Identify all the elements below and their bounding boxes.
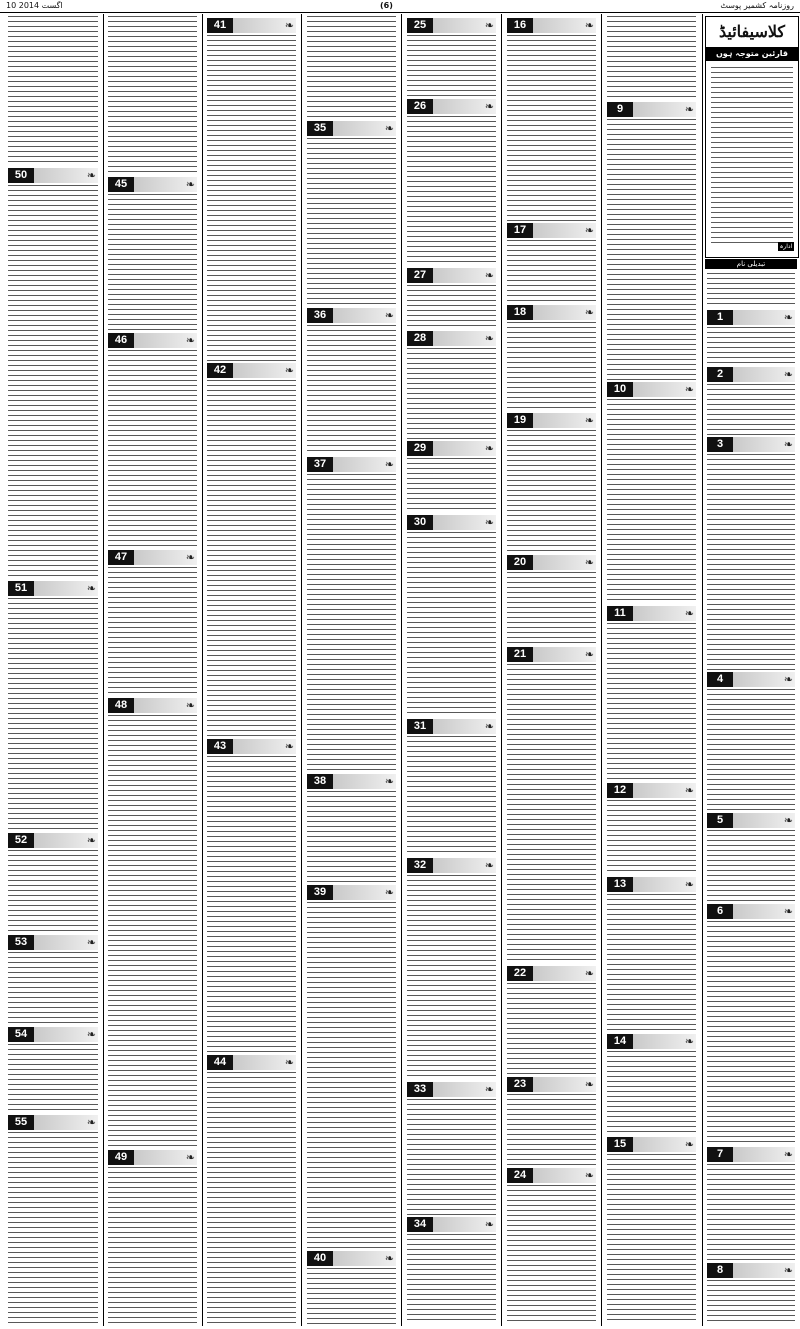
article-text	[607, 119, 696, 380]
article-text	[207, 1072, 296, 1324]
notice-number: 48	[114, 699, 128, 711]
column-rule	[601, 14, 602, 1326]
notice-number: 35	[313, 122, 327, 134]
bird-icon: ❧	[384, 1252, 394, 1265]
bird-icon: ❧	[584, 1169, 594, 1182]
notice-number: 28	[413, 332, 427, 344]
notice-number-box	[507, 1077, 596, 1092]
notice-number: 45	[114, 178, 128, 190]
bird-icon: ❧	[484, 1218, 494, 1231]
notice-number: 24	[513, 1169, 527, 1181]
bird-icon: ❧	[284, 740, 294, 753]
notice-number-box	[108, 1150, 197, 1165]
article-text	[407, 875, 496, 1080]
article-text	[307, 1268, 396, 1324]
notice-number: 17	[513, 224, 527, 236]
classified-masthead	[705, 16, 799, 258]
article-text	[507, 322, 596, 411]
notice-number-box	[407, 18, 496, 33]
notice-number-box	[407, 1217, 496, 1232]
bird-icon: ❧	[783, 368, 793, 381]
notice-number-box	[108, 550, 197, 565]
article-text	[607, 800, 696, 875]
notice-number-box	[607, 1137, 696, 1152]
bird-icon: ❧	[584, 556, 594, 569]
article-text	[8, 185, 98, 579]
notice-number: 51	[14, 582, 28, 594]
article-text	[8, 1044, 98, 1113]
name-change-bar: تبدیلی نام	[705, 259, 797, 269]
bird-icon: ❧	[684, 878, 694, 891]
column-rule	[401, 14, 402, 1326]
article-text	[707, 689, 795, 811]
bird-icon: ❧	[284, 364, 294, 377]
bird-icon: ❧	[284, 1056, 294, 1069]
article-text	[207, 35, 296, 361]
article-text	[307, 902, 396, 1249]
notice-number-box	[607, 877, 696, 892]
article-text	[607, 1154, 696, 1324]
bird-icon: ❧	[684, 383, 694, 396]
notice-number-box	[307, 1251, 396, 1266]
article-text	[507, 1094, 596, 1166]
notice-number-box	[507, 1168, 596, 1183]
bird-icon: ❧	[584, 19, 594, 32]
notice-number-box	[8, 935, 98, 950]
notice-number: 15	[613, 1138, 627, 1150]
page-number: (6)	[380, 1, 393, 10]
notice-number-box	[607, 606, 696, 621]
article-text	[607, 399, 696, 604]
notice-number-box	[607, 102, 696, 117]
newspaper-name: روزنامہ کشمیر پوسٹ	[720, 1, 794, 10]
bird-icon: ❧	[584, 967, 594, 980]
bird-icon: ❧	[783, 1264, 793, 1277]
bird-icon: ❧	[484, 269, 494, 282]
bird-icon: ❧	[684, 607, 694, 620]
notice-number: 8	[716, 1264, 724, 1276]
bird-icon: ❧	[384, 458, 394, 471]
notice-number: 1	[716, 311, 724, 323]
article-text	[207, 380, 296, 737]
bird-icon: ❧	[185, 699, 195, 712]
masthead-subtitle: قارئین متوجہ ہوں	[706, 47, 798, 61]
notice-number: 23	[513, 1078, 527, 1090]
notice-number-box	[8, 1115, 98, 1130]
bird-icon: ❧	[684, 784, 694, 797]
notice-number-box	[707, 367, 795, 382]
notice-number-box	[607, 783, 696, 798]
article-text	[407, 1099, 496, 1215]
article-text	[307, 138, 396, 306]
notice-number: 5	[716, 814, 724, 826]
notice-number-box	[507, 966, 596, 981]
article-text	[607, 16, 696, 100]
bird-icon: ❧	[584, 224, 594, 237]
notice-number-box	[407, 1082, 496, 1097]
notice-number: 47	[114, 551, 128, 563]
notice-number: 42	[213, 364, 227, 376]
notice-number-box	[707, 437, 795, 452]
notice-number-box	[707, 1263, 795, 1278]
bird-icon: ❧	[86, 1116, 96, 1129]
notice-number: 13	[613, 878, 627, 890]
article-text	[707, 830, 795, 902]
bird-icon: ❧	[484, 100, 494, 113]
notice-number-box	[707, 904, 795, 919]
notice-number: 25	[413, 19, 427, 31]
notice-number-box	[207, 18, 296, 33]
bird-icon: ❧	[584, 414, 594, 427]
notice-number: 32	[413, 859, 427, 871]
notice-number-box	[407, 331, 496, 346]
article-text	[407, 35, 496, 97]
article-text	[8, 952, 98, 1025]
column-3	[505, 0, 598, 1329]
notice-number: 54	[14, 1028, 28, 1040]
notice-number-box	[407, 441, 496, 456]
column-8	[6, 0, 100, 1329]
masthead-title: کلاسیفائیڈ	[718, 22, 786, 41]
bird-icon: ❧	[185, 551, 195, 564]
bird-icon: ❧	[783, 438, 793, 451]
notice-number-box	[707, 1147, 795, 1162]
article-text	[407, 532, 496, 717]
notice-number: 29	[413, 442, 427, 454]
notice-number-box	[207, 739, 296, 754]
column-5	[305, 0, 398, 1329]
bird-icon: ❧	[185, 334, 195, 347]
bird-icon: ❧	[484, 1083, 494, 1096]
notice-number: 3	[716, 438, 724, 450]
article-text	[207, 756, 296, 1053]
bird-icon: ❧	[86, 834, 96, 847]
article-text	[507, 35, 596, 221]
bird-icon: ❧	[484, 332, 494, 345]
bird-icon: ❧	[384, 309, 394, 322]
bird-icon: ❧	[185, 178, 195, 191]
article-text	[707, 1164, 795, 1261]
notice-number: 22	[513, 967, 527, 979]
bird-icon: ❧	[484, 442, 494, 455]
article-text	[8, 1132, 98, 1324]
article-text	[607, 623, 696, 781]
article-text	[108, 715, 197, 1148]
article-text	[507, 572, 596, 645]
notice-number-box	[307, 308, 396, 323]
bird-icon: ❧	[384, 886, 394, 899]
notice-number-box	[407, 858, 496, 873]
bird-icon: ❧	[783, 311, 793, 324]
notice-number: 4	[716, 673, 724, 685]
notice-number: 33	[413, 1083, 427, 1095]
article-text	[507, 1185, 596, 1324]
notice-number: 26	[413, 100, 427, 112]
article-text	[407, 1234, 496, 1324]
bird-icon: ❧	[684, 103, 694, 116]
bird-icon: ❧	[783, 905, 793, 918]
article-text	[507, 983, 596, 1075]
column-6	[205, 0, 298, 1329]
notice-number-box	[108, 177, 197, 192]
notice-number-box	[207, 363, 296, 378]
notice-number-box	[707, 672, 795, 687]
notice-number-box	[8, 1027, 98, 1042]
article-text	[507, 664, 596, 964]
article-text	[307, 325, 396, 455]
notice-number-box	[307, 121, 396, 136]
masthead-body-text	[711, 67, 793, 247]
article-text	[108, 350, 197, 548]
notice-number: 36	[313, 309, 327, 321]
notice-number: 18	[513, 306, 527, 318]
bird-icon: ❧	[484, 859, 494, 872]
article-text	[507, 430, 596, 553]
column-rule	[501, 14, 502, 1326]
article-text	[108, 567, 197, 696]
notice-number-box	[307, 885, 396, 900]
bird-icon: ❧	[584, 648, 594, 661]
notice-number: 44	[213, 1056, 227, 1068]
article-text	[108, 194, 197, 331]
header-date: 10 اگست 2014	[6, 1, 63, 10]
bird-icon: ❧	[783, 814, 793, 827]
notice-number: 6	[716, 905, 724, 917]
notice-number: 11	[614, 607, 626, 619]
article-text	[607, 894, 696, 1032]
bird-icon: ❧	[584, 1078, 594, 1091]
notice-number-box	[407, 719, 496, 734]
notice-number: 40	[313, 1252, 327, 1264]
article-text	[707, 384, 795, 435]
notice-number: 52	[14, 834, 28, 846]
notice-number-box	[707, 310, 795, 325]
bird-icon: ❧	[484, 516, 494, 529]
notice-number: 10	[613, 383, 627, 395]
notice-number: 30	[413, 516, 427, 528]
bird-icon: ❧	[86, 582, 96, 595]
bird-icon: ❧	[86, 1028, 96, 1041]
column-rule	[103, 14, 104, 1326]
column-rule	[702, 14, 703, 1326]
notice-number-box	[8, 168, 98, 183]
notice-number: 34	[413, 1218, 427, 1230]
article-text	[8, 16, 98, 166]
notice-number: 38	[313, 775, 327, 787]
notice-number: 49	[114, 1151, 128, 1163]
notice-number-box	[507, 223, 596, 238]
article-text	[108, 1167, 197, 1324]
column-rule	[301, 14, 302, 1326]
bird-icon: ❧	[684, 1138, 694, 1151]
notice-number: 7	[716, 1148, 724, 1160]
bird-icon: ❧	[86, 936, 96, 949]
bird-icon: ❧	[384, 775, 394, 788]
bird-icon: ❧	[484, 19, 494, 32]
notice-number: 31	[413, 720, 427, 732]
article-text	[507, 240, 596, 303]
notice-number: 37	[313, 458, 327, 470]
notice-number-box	[507, 647, 596, 662]
article-text	[8, 598, 98, 831]
bird-icon: ❧	[384, 122, 394, 135]
article-text	[707, 921, 795, 1145]
notice-number-box	[507, 555, 596, 570]
notice-number-box	[507, 18, 596, 33]
notice-number-box	[407, 268, 496, 283]
bird-icon: ❧	[584, 306, 594, 319]
article-text	[307, 474, 396, 772]
notice-number: 21	[513, 648, 527, 660]
notice-number-box	[307, 774, 396, 789]
article-text	[307, 16, 396, 119]
article-text	[707, 454, 795, 670]
article-text	[307, 791, 396, 883]
article-text	[8, 850, 98, 933]
notice-number-box	[507, 413, 596, 428]
notice-number: 12	[613, 784, 627, 796]
notice-number: 16	[513, 19, 527, 31]
notice-number-box	[707, 813, 795, 828]
notice-number: 55	[14, 1116, 28, 1128]
notice-number: 53	[14, 936, 28, 948]
notice-number: 50	[14, 169, 28, 181]
notice-number: 27	[413, 269, 427, 281]
masthead-badge: ادارہ	[779, 243, 793, 250]
notice-number: 20	[513, 556, 527, 568]
notice-number-box	[307, 457, 396, 472]
article-text	[108, 16, 197, 175]
notice-number: 39	[313, 886, 327, 898]
article-text	[407, 348, 496, 439]
article-text	[707, 327, 795, 365]
notice-number-box	[607, 382, 696, 397]
article-text	[407, 736, 496, 856]
column-7	[106, 0, 199, 1329]
article-text	[407, 285, 496, 329]
notice-number-box	[407, 99, 496, 114]
bird-icon: ❧	[684, 1035, 694, 1048]
column-4	[405, 0, 498, 1329]
bird-icon: ❧	[185, 1151, 195, 1164]
notice-number-box	[108, 698, 197, 713]
bird-icon: ❧	[484, 720, 494, 733]
column-rule	[202, 14, 203, 1326]
bird-icon: ❧	[86, 169, 96, 182]
notice-number: 46	[114, 334, 128, 346]
notice-number-box	[8, 581, 98, 596]
column-2	[605, 0, 698, 1329]
notice-number: 14	[613, 1035, 627, 1047]
article-text	[707, 273, 795, 308]
notice-number-box	[108, 333, 197, 348]
notice-number-box	[8, 833, 98, 848]
notice-number-box	[607, 1034, 696, 1049]
bird-icon: ❧	[284, 19, 294, 32]
article-text	[407, 458, 496, 513]
notice-number: 2	[716, 368, 724, 380]
notice-number: 43	[213, 740, 227, 752]
notice-number-box	[207, 1055, 296, 1070]
article-text	[407, 116, 496, 266]
bird-icon: ❧	[783, 1148, 793, 1161]
article-text	[607, 1051, 696, 1135]
article-text	[707, 1280, 795, 1324]
notice-number-box	[407, 515, 496, 530]
notice-number-box	[507, 305, 596, 320]
notice-number: 41	[213, 19, 227, 31]
notice-number: 9	[616, 103, 624, 115]
notice-number: 19	[513, 414, 527, 426]
bird-icon: ❧	[783, 673, 793, 686]
